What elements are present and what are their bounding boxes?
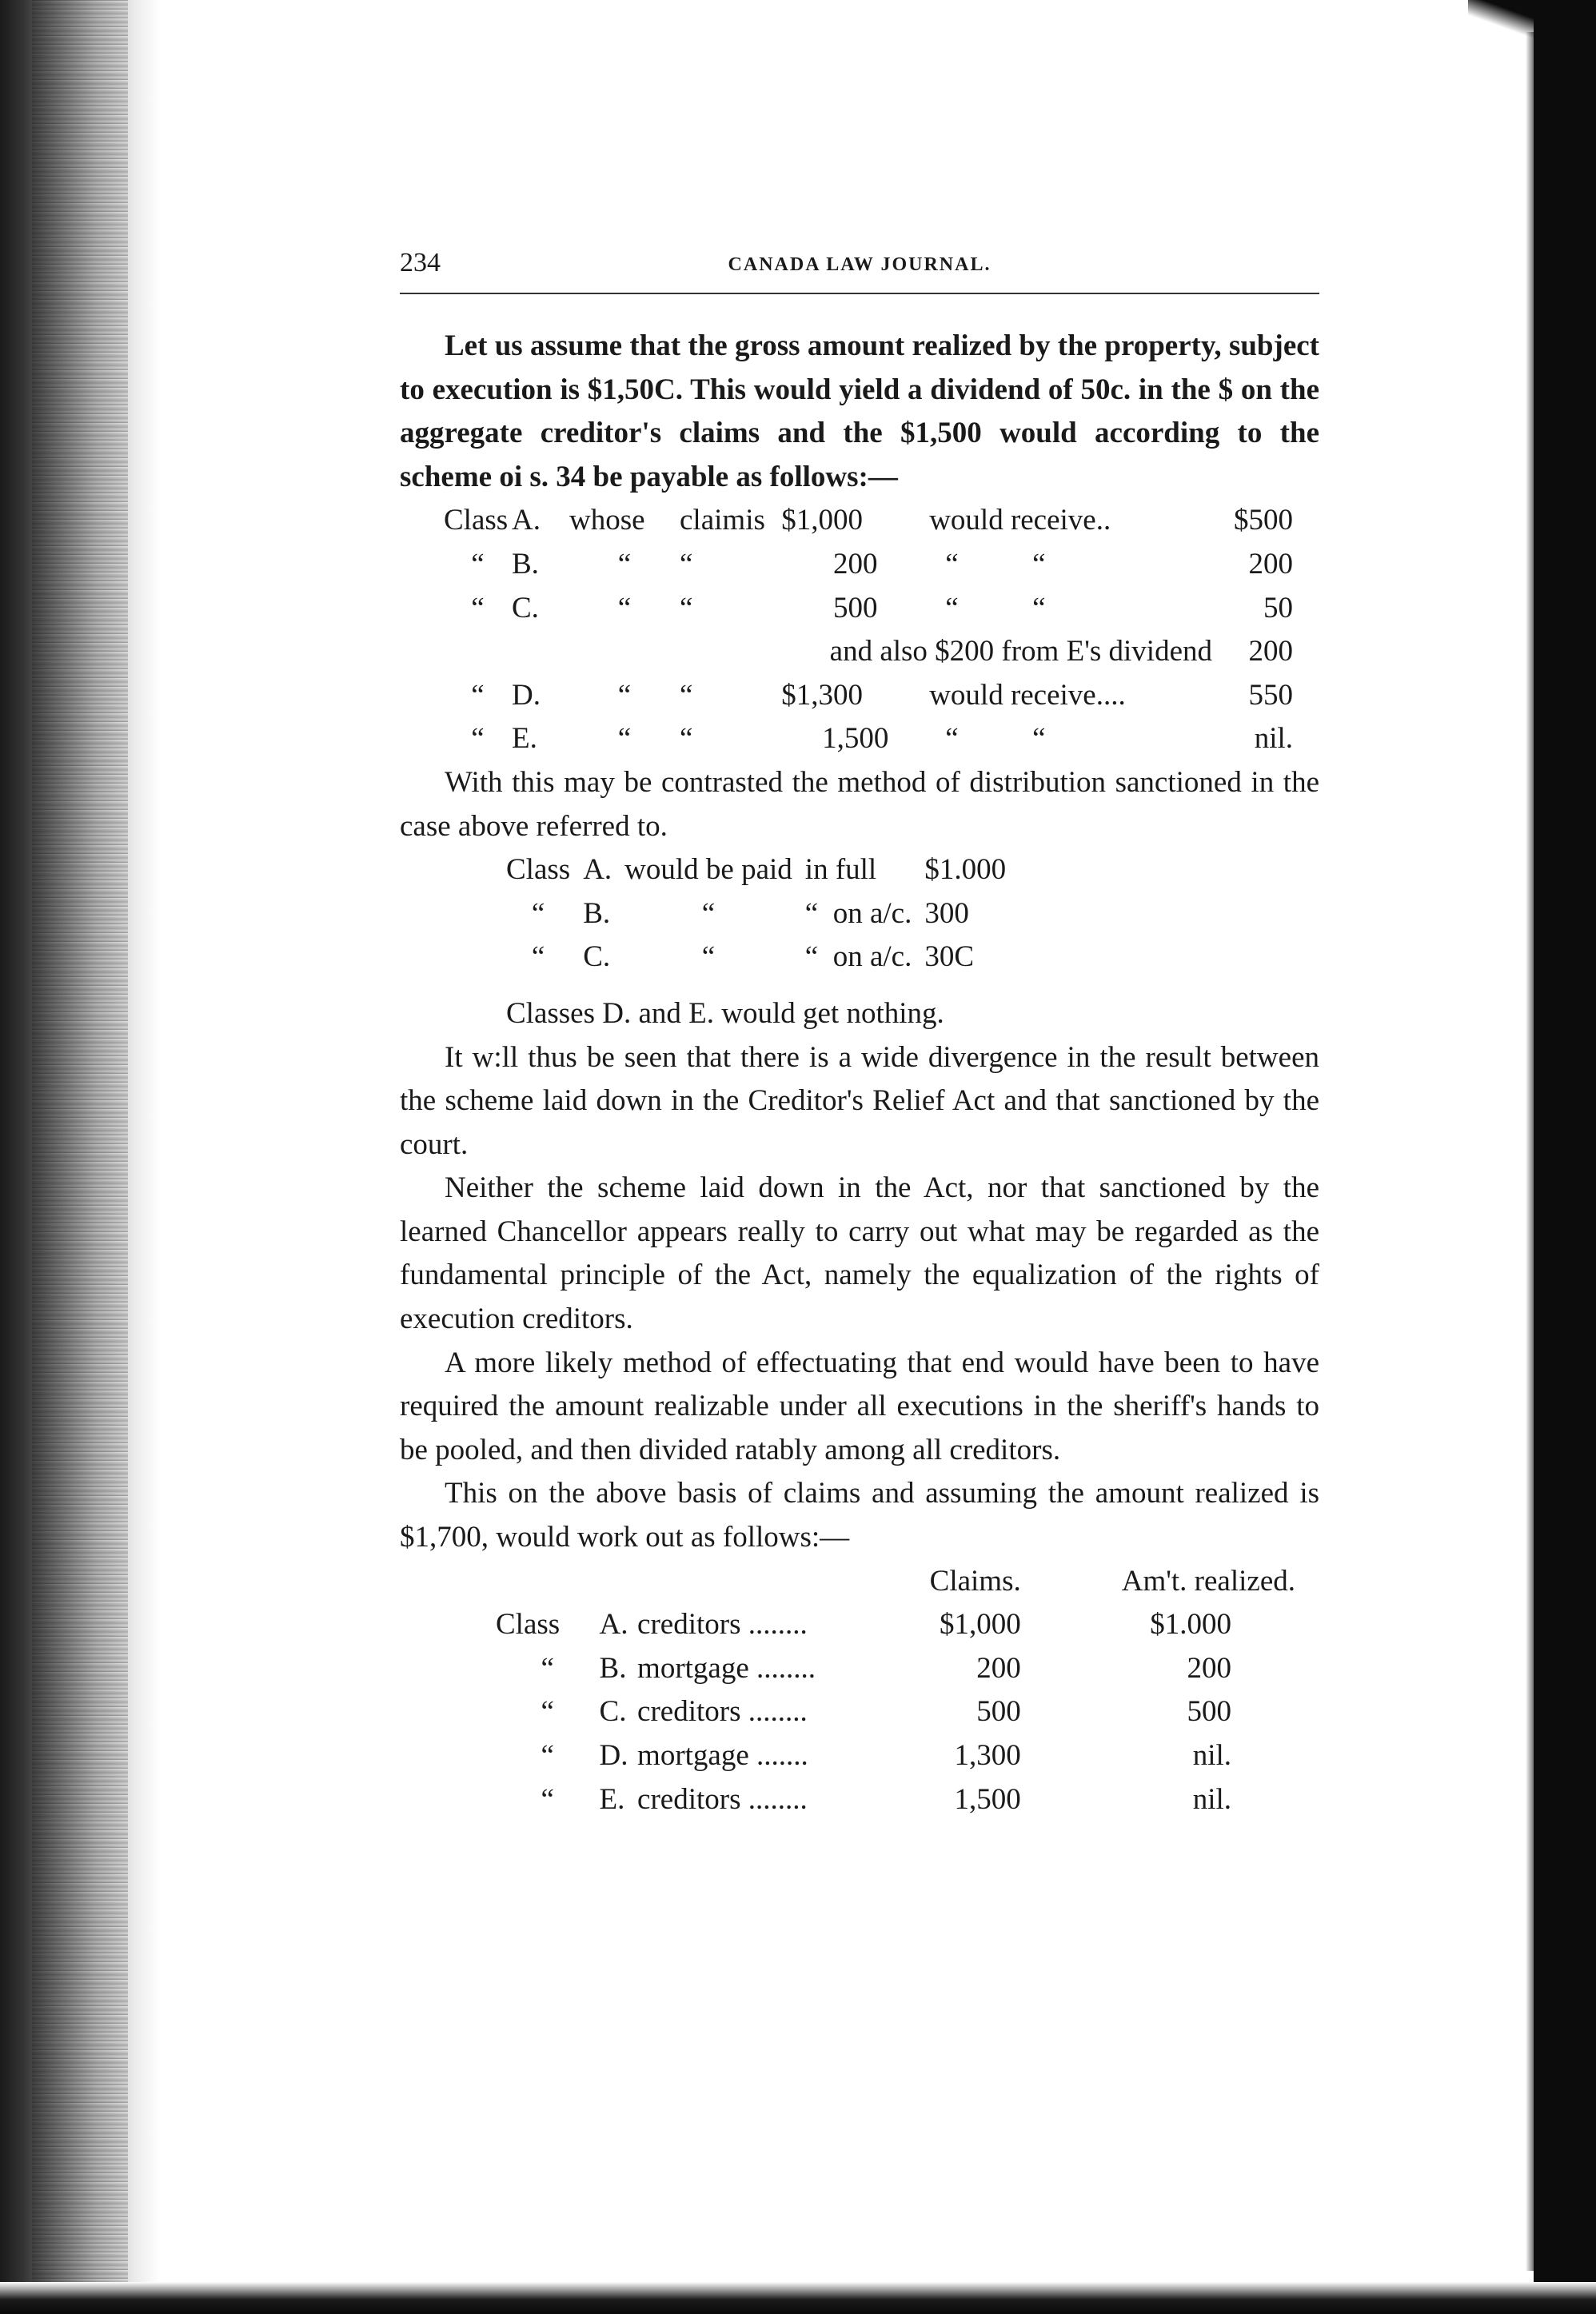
table-row [506,848,1019,892]
row-value: $1.000 [924,853,1007,887]
row-label: “ [541,1739,554,1772]
row-amount: 1,500 [822,722,889,756]
row-realized: nil. [1192,1739,1231,1772]
row-text [745,717,781,761]
row-text [745,587,781,631]
pooled-distribution-table [496,1560,1295,1822]
row-desc: creditors ........ [637,1782,808,1816]
row-label: “ [541,1651,554,1685]
row-desc: “ “ [945,722,1046,756]
row-class: B. [599,1651,627,1685]
row-class: D. [599,1739,628,1772]
row-value: 50 [1263,591,1293,624]
row-text: claim [680,504,746,537]
row-text: “ [617,678,632,712]
row-text: “ [680,591,693,624]
table-row [444,499,1293,543]
row-text: “ [680,678,693,712]
header-blank [637,1560,900,1604]
paragraph-basis: This on the above basis of claims and assuming the amount realized is $1,700, would work out as follows:— [400,1477,1319,1554]
row-label: Class [444,504,509,537]
row-class: D. [512,678,541,712]
row-class: C. [512,591,539,624]
row-value: nil. [1254,722,1293,756]
journal-page [400,248,1319,1821]
table-row [506,892,1019,936]
table-row [444,543,1293,587]
row-text: would be paid [624,853,792,887]
row-text: “ [617,722,632,756]
row-label: “ [471,722,485,756]
table-row [496,1647,1295,1691]
row-label: “ [541,1782,554,1816]
row-text: “ [701,896,716,930]
row-text: “ [617,591,632,624]
row-amount: $1,300 [781,678,863,712]
journal-title: CANADA LAW JOURNAL. [728,254,992,275]
row-desc: “ on a/c. [804,896,912,930]
table-row [506,936,1019,979]
paragraph-intro: Let us assume that the gross amount realized by the property, subject to execution is $1,50C. This would yield a dividend of 50c. in the $ on the aggregate creditor's claims and the $1,500 would according to the scheme oi s. 34 be payable as follows:— [400,329,1319,493]
row-claims: 200 [976,1651,1021,1685]
row-class: A. [583,853,612,887]
scan-right-shadow [1526,32,1534,2271]
paragraph-neither: Neither the scheme laid down in the Act, nor that sanctioned by the learned Chancellor appears really to carry out what may be regarded as the fundamental principle of the Act, namely the equalization of the rights of execution creditors. [400,1171,1319,1336]
row-text: “ [680,722,693,756]
table-row [444,717,1293,761]
row-claims: 500 [976,1695,1021,1729]
row-desc: creditors ........ [637,1695,808,1729]
row-class: B. [583,896,611,930]
table-row [444,674,1293,718]
row-desc: would receive.... [929,678,1126,712]
page-number: 234 [400,248,441,277]
row-desc: and also $200 from E's dividend [829,635,1212,668]
row-class: A. [599,1608,628,1642]
header-rule [400,293,1319,294]
row-value: 200 [1248,547,1293,580]
scan-left-edge [0,0,160,2314]
row-desc: “ “ [945,591,1046,624]
paragraph-divergence: It w:ll thus be seen that there is a wide divergence in the result between the scheme laid down in the Creditor's Relief Act and that sanctioned by the court. [400,1040,1319,1161]
paragraph-contrast: With this may be contrasted the method of distribution sanctioned in the case above referred to. [400,765,1319,843]
row-label: “ [531,940,545,974]
row-class: E. [599,1782,625,1816]
row-value: 300 [924,896,969,930]
paragraph-likely: A more likely method of effectuating that end would have been to have required the amount realizable under all executions in the sheriff's hands to be pooled, and then divided ratably among all creditors. [400,1346,1319,1466]
row-desc: in full [804,853,877,887]
row-text: “ [701,940,716,974]
table-row [444,587,1293,631]
row-amount: 200 [832,547,878,580]
table-row [496,1603,1295,1647]
row-claims: 1,300 [954,1739,1021,1772]
header-claims: Claims. [929,1564,1021,1598]
table-row [496,1690,1295,1734]
row-amount: $1,000 [781,504,863,537]
row-text: “ [617,547,632,580]
row-realized: 500 [1187,1695,1231,1729]
scan-bottom-edge [0,2282,1596,2314]
row-label: “ [471,547,485,580]
row-realized: 200 [1187,1651,1231,1685]
row-value: 550 [1248,678,1293,712]
classes-de-line: Classes D. and E. would get nothing. [506,996,944,1030]
row-class: C. [583,940,611,974]
row-value: 200 [1248,635,1293,668]
row-desc: mortgage ........ [637,1651,816,1685]
row-text: whose [569,504,645,537]
row-realized: nil. [1192,1782,1231,1816]
row-label: “ [531,896,545,930]
header-blank [600,1560,638,1604]
row-text [745,543,781,587]
row-value: 30C [924,940,975,974]
table-header-row [496,1560,1295,1604]
row-text: “ [680,547,693,580]
row-label: “ [471,591,485,624]
row-value: $500 [1234,504,1293,537]
row-desc: “ “ [945,547,1046,580]
row-desc: mortgage ....... [637,1739,808,1772]
row-text: is [745,504,765,537]
row-claims: 1,500 [954,1782,1021,1816]
row-desc: would receive.. [929,504,1111,537]
row-amount: 500 [832,591,878,624]
row-class: E. [512,722,537,756]
row-label: “ [471,678,485,712]
header-realized: Am't. realized. [1121,1564,1295,1598]
scan-corner-fold [1468,0,1596,56]
row-desc: creditors ........ [637,1608,808,1642]
row-text [745,674,781,718]
table-row [496,1734,1295,1778]
row-class: A. [512,504,541,537]
court-distribution-table [506,848,1019,979]
scan-right-edge [1534,0,1596,2314]
row-desc: “ on a/c. [804,940,912,974]
row-claims: $1,000 [939,1608,1021,1642]
row-class: B. [512,547,539,580]
row-label: Class [496,1608,561,1642]
row-label: “ [541,1695,554,1729]
row-realized: $1.000 [1150,1608,1231,1642]
scheme-distribution-table [444,499,1293,761]
row-class: C. [599,1695,627,1729]
running-head [400,248,1319,293]
header-blank [496,1560,600,1604]
row-label: Class [506,853,571,887]
table-row [444,630,1293,674]
table-row [496,1778,1295,1822]
